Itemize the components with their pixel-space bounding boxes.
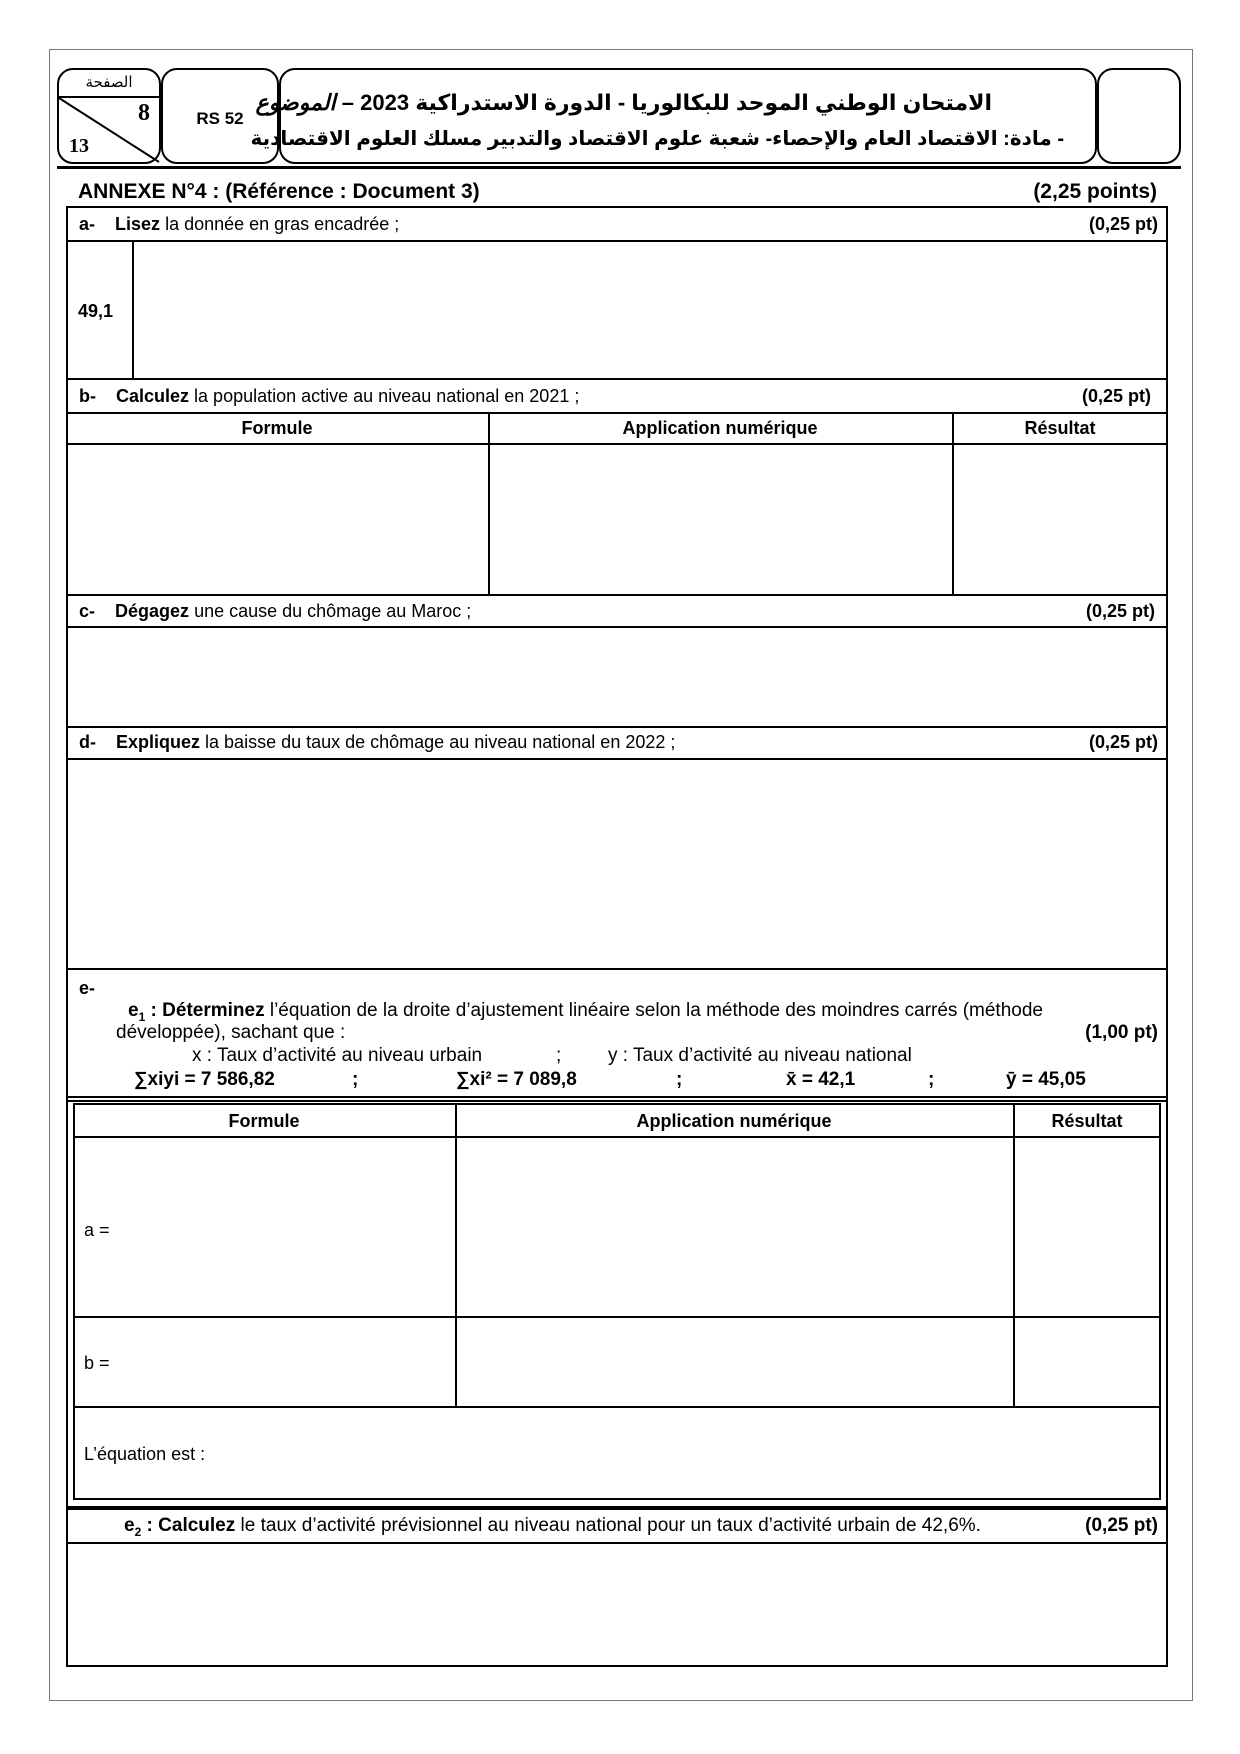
b-header-resultat: Résultat bbox=[1024, 418, 1096, 438]
question-b: b- Calculez la population active au niveau national en 2021 ; bbox=[79, 386, 580, 406]
x-mean: x̄ = 42,1 bbox=[786, 1069, 856, 1090]
answer-b-application-e[interactable] bbox=[457, 1318, 1011, 1404]
e-header-formule: Formule bbox=[228, 1111, 300, 1131]
e-header-application: Application numérique bbox=[636, 1111, 832, 1131]
question-c: c- Dégagez une cause du chômage au Maroc ; bbox=[79, 601, 472, 621]
question-e2-points: (0,25 pt) bbox=[1085, 1515, 1158, 1536]
b-header-application: Application numérique bbox=[622, 418, 818, 438]
highlighted-value: 49,1 bbox=[78, 301, 114, 321]
exam-title bbox=[256, 92, 992, 114]
separator-3: ; bbox=[928, 1069, 935, 1090]
question-e1-line2: développée), sachant que : bbox=[116, 1022, 346, 1043]
e-header-resultat: Résultat bbox=[1051, 1111, 1123, 1131]
page-current: 8 bbox=[138, 100, 150, 126]
definition-separator: ; bbox=[556, 1045, 562, 1066]
exam-title-main: الامتحان الوطني الموحد للبكالوريا - الدورة الاستدراكية 2023 – bbox=[341, 90, 992, 115]
question-d: d- Expliquez la baisse du taux de chômage au niveau national en 2022 ; bbox=[79, 732, 676, 752]
separator-2: ; bbox=[676, 1069, 683, 1090]
label-a: a = bbox=[84, 1220, 110, 1240]
answer-b-resultat-e[interactable] bbox=[1015, 1318, 1159, 1404]
sum-x2: ∑xi² = 7 089,8 bbox=[456, 1069, 577, 1090]
b-header-formule: Formule bbox=[241, 418, 313, 438]
question-e-letter: e- bbox=[79, 978, 96, 998]
question-d-points: (0,25 pt) bbox=[1088, 732, 1158, 752]
answer-a-application[interactable] bbox=[457, 1138, 1011, 1314]
answer-equation[interactable] bbox=[260, 1410, 1156, 1496]
sum-xy: ∑xiyi = 7 586,82 bbox=[134, 1069, 275, 1090]
label-b: b = bbox=[84, 1353, 110, 1373]
answer-c-area[interactable] bbox=[68, 628, 1166, 724]
blank-corner-box bbox=[1097, 68, 1181, 164]
answer-a-area[interactable] bbox=[134, 242, 1166, 376]
answer-d-area[interactable] bbox=[68, 760, 1166, 966]
y-definition: y : Taux d’activité au niveau national bbox=[608, 1045, 912, 1066]
page-total: 13 bbox=[69, 135, 89, 157]
exam-title-tag: الموضوع bbox=[255, 90, 336, 115]
question-c-points: (0,25 pt) bbox=[1085, 601, 1155, 621]
exam-code: RS 52 bbox=[196, 109, 244, 128]
equation-label: L’équation est : bbox=[84, 1444, 206, 1464]
answer-b-application[interactable] bbox=[490, 445, 950, 592]
question-e2: $e_2$ : Calculez le taux d’activité prévisionnel au niveau national pour un taux d’activité urbain de 42,6%. bbox=[124, 1515, 981, 1539]
question-b-points: (0,25 pt) bbox=[1081, 386, 1151, 406]
question-e1-points: (1,00 pt) bbox=[1085, 1022, 1158, 1043]
annex-title: ANNEXE N°4 : (Référence : Document 3) bbox=[78, 180, 480, 203]
question-a-points: (0,25 pt) bbox=[1088, 214, 1158, 234]
annex-points: (2,25 points) bbox=[1033, 180, 1157, 203]
separator-1: ; bbox=[352, 1069, 359, 1090]
subject-line: - مادة: الاقتصاد العام والإحصاء- شعبة علوم الاقتصاد والتدبير مسلك العلوم الاقتصادية bbox=[250, 128, 1064, 150]
y-mean: ȳ = 45,05 bbox=[1006, 1069, 1086, 1090]
answer-a-resultat[interactable] bbox=[1015, 1138, 1159, 1314]
question-e1-line1: $e_1$ : Déterminez l’équation de la droite d’ajustement linéaire selon la méthode des moindres carrés (méthode bbox=[128, 1000, 1043, 1024]
x-definition: x : Taux d’activité au niveau urbain bbox=[192, 1045, 483, 1066]
answer-e2-area[interactable] bbox=[68, 1544, 1166, 1665]
page-label: الصفحة bbox=[85, 74, 133, 91]
question-a: a- Lisez la donnée en gras encadrée ; bbox=[79, 214, 400, 234]
answer-b-formule[interactable] bbox=[68, 445, 486, 592]
answer-b-resultat[interactable] bbox=[954, 445, 1166, 592]
